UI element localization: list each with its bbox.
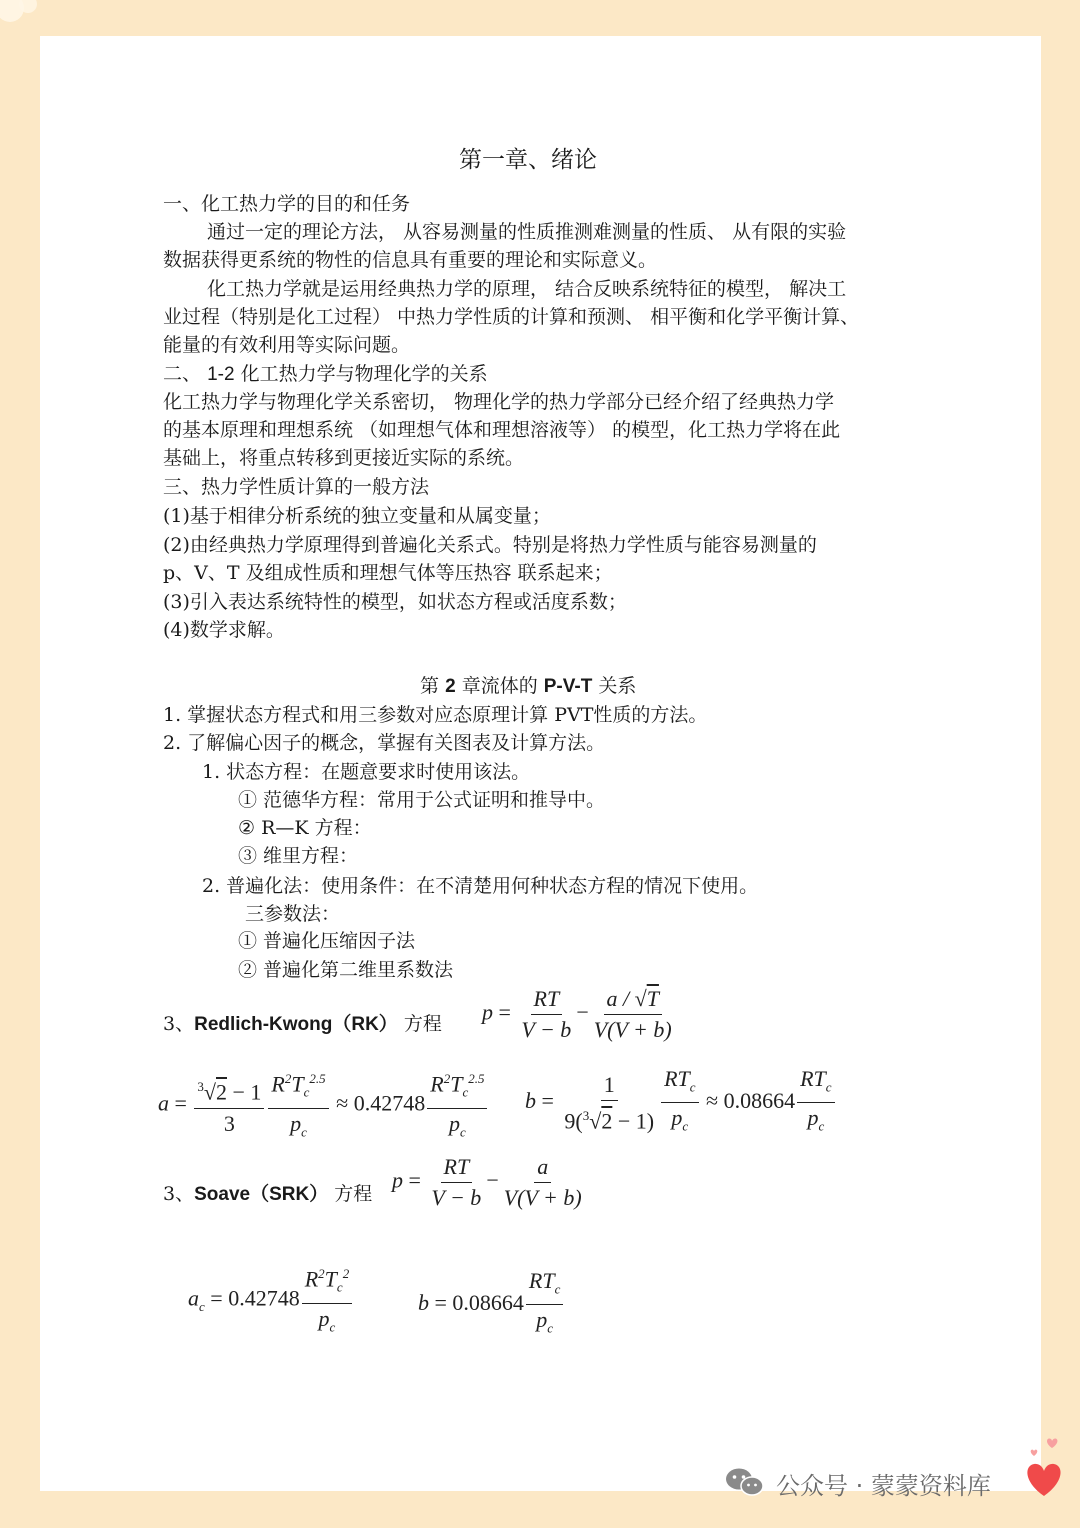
watermark-text: 公众号 · 蒙蒙资料库 bbox=[776, 1472, 991, 1500]
section1-para2-line2: 业过程（特别是化工过程） 中热力学性质的计算和预测、 相平衡和化学平衡计算、 bbox=[163, 306, 860, 328]
wechat-icon bbox=[724, 1467, 766, 1497]
section1-para1-line1: 通过一定的理论方法， 从容易测量的性质推测难测量的性质、 从有限的实验 bbox=[207, 221, 847, 243]
srk-name: Soave（SRK） bbox=[194, 1184, 329, 1205]
method2-b: ② 普遍化第二维里系数法 bbox=[238, 959, 454, 981]
srk-b-formula: b = 0.08664 $\frac{RT_c}{p_c}$ bbox=[418, 1268, 565, 1342]
document-page bbox=[40, 36, 1041, 1491]
heart-icon bbox=[1018, 1436, 1070, 1506]
method1-a: ① 范德华方程：常用于公式证明和推导中。 bbox=[238, 789, 606, 811]
section1-para1-line2: 数据获得更系统的物性的信息具有重要的理论和实际意义。 bbox=[163, 249, 658, 271]
section2-line3: 基础上，将重点转移到更接近实际的系统。 bbox=[163, 447, 525, 469]
section3-item4: (4)数学求解。 bbox=[163, 619, 285, 641]
rk-suffix: 方程 bbox=[403, 1013, 442, 1035]
section2-heading-prefix: 二、 bbox=[163, 363, 202, 385]
section1-heading: 一、化工热力学的目的和任务 bbox=[163, 193, 411, 215]
srk-equation: p = $\frac{RT}{V - b}$ − $\frac{a}{V(V + b)}$ bbox=[392, 1154, 582, 1210]
rk-a-coeff: 0.42748 bbox=[353, 1090, 426, 1116]
chapter2-title-a: 第 bbox=[420, 675, 440, 697]
rk-a-formula: a = $\frac{^3√2 - 1}{3}$ $\frac{R^2T_c^{2.5}}{p_c}$ ≈ 0.42748 $\frac{R^2T_c^{2.5}}{p_c}$ bbox=[158, 1066, 489, 1145]
section3-item2-line2: p、V、T 及组成性质和理想气体等压热容 联系起来； bbox=[163, 562, 613, 584]
section2-line2: 的基本原理和理想系统 （如理想气体和理想溶液等） 的模型，化工热力学将在此 bbox=[163, 419, 841, 441]
method1-b: ② R—K 方程： bbox=[238, 817, 372, 839]
chapter2-title-pvt: P-V-T bbox=[543, 676, 593, 697]
rk-prefix: 3、 bbox=[163, 1013, 195, 1035]
chapter2-title bbox=[420, 674, 636, 699]
section2-heading-num: 1-2 bbox=[207, 364, 235, 385]
srk-suffix: 方程 bbox=[334, 1183, 373, 1205]
section3-item2-line1: (2)由经典热力学原理得到普遍化关系式。特别是将热力学性质与能容易测量的 bbox=[163, 534, 817, 556]
method1: 1. 状态方程：在题意要求时使用该法。 bbox=[202, 761, 531, 783]
method2: 2. 普遍化法：使用条件：在不清楚用何种状态方程的情况下使用。 bbox=[202, 875, 759, 897]
rk-heading bbox=[163, 1012, 442, 1037]
method2-a: ① 普遍化压缩因子法 bbox=[238, 930, 416, 952]
section2-line1: 化工热力学与物理化学关系密切， 物理化学的热力学部分已经介绍了经典热力学 bbox=[163, 391, 835, 413]
section3-item1: (1)基于相律分析系统的独立变量和从属变量； bbox=[163, 505, 551, 527]
method2-sub: 三参数法： bbox=[245, 903, 341, 925]
rk-name: Redlich-Kwong（RK） bbox=[194, 1014, 398, 1035]
srk-a-coeff: 0.42748 bbox=[228, 1285, 300, 1311]
section3-heading: 三、热力学性质计算的一般方法 bbox=[163, 476, 430, 498]
section2-heading bbox=[163, 362, 488, 387]
rk-b-coeff: 0.08664 bbox=[723, 1087, 796, 1113]
chapter2-title-c: 关系 bbox=[598, 675, 637, 697]
srk-heading bbox=[163, 1182, 372, 1207]
chapter2-title-num: 2 bbox=[445, 676, 456, 697]
section1-para2-line3: 能量的有效利用等实际问题。 bbox=[163, 334, 411, 356]
chapter2-goal2: 2. 了解偏心因子的概念，掌握有关图表及计算方法。 bbox=[163, 732, 606, 754]
chapter2-goal1: 1. 掌握状态方程式和用三参数对应态原理计算 PVT性质的方法。 bbox=[163, 704, 708, 726]
srk-prefix: 3、 bbox=[163, 1183, 195, 1205]
section2-heading-text: 化工热力学与物理化学的关系 bbox=[240, 363, 488, 385]
section3-item3: (3)引入表达系统特性的模型，如状态方程或活度系数； bbox=[163, 591, 627, 613]
method1-c: ③ 维里方程： bbox=[238, 845, 359, 867]
section1-para2-line1: 化工热力学就是运用经典热力学的原理， 结合反映系统特征的模型， 解决工 bbox=[207, 278, 847, 300]
chapter2-title-b: 章流体的 bbox=[461, 675, 538, 697]
rk-equation: p = $\frac{RT}{V - b}$ − $\frac{a / √T}{V(V + b)}$ bbox=[482, 986, 672, 1042]
srk-a-formula: $a_c = 0.42748$ $\frac{R^2T_c^2}{p_c}$ bbox=[188, 1261, 354, 1340]
corner-decoration bbox=[0, 0, 60, 40]
rk-b-formula: b = $\frac{1}{9(^3√2 - 1)}$ $\frac{RT_c}{p_c}$ ≈ 0.08664 $\frac{RT_c}{p_c}$ bbox=[525, 1066, 837, 1140]
srk-b-coeff: 0.08664 bbox=[452, 1289, 524, 1315]
chapter1-title: 第一章、绪论 bbox=[459, 147, 597, 173]
